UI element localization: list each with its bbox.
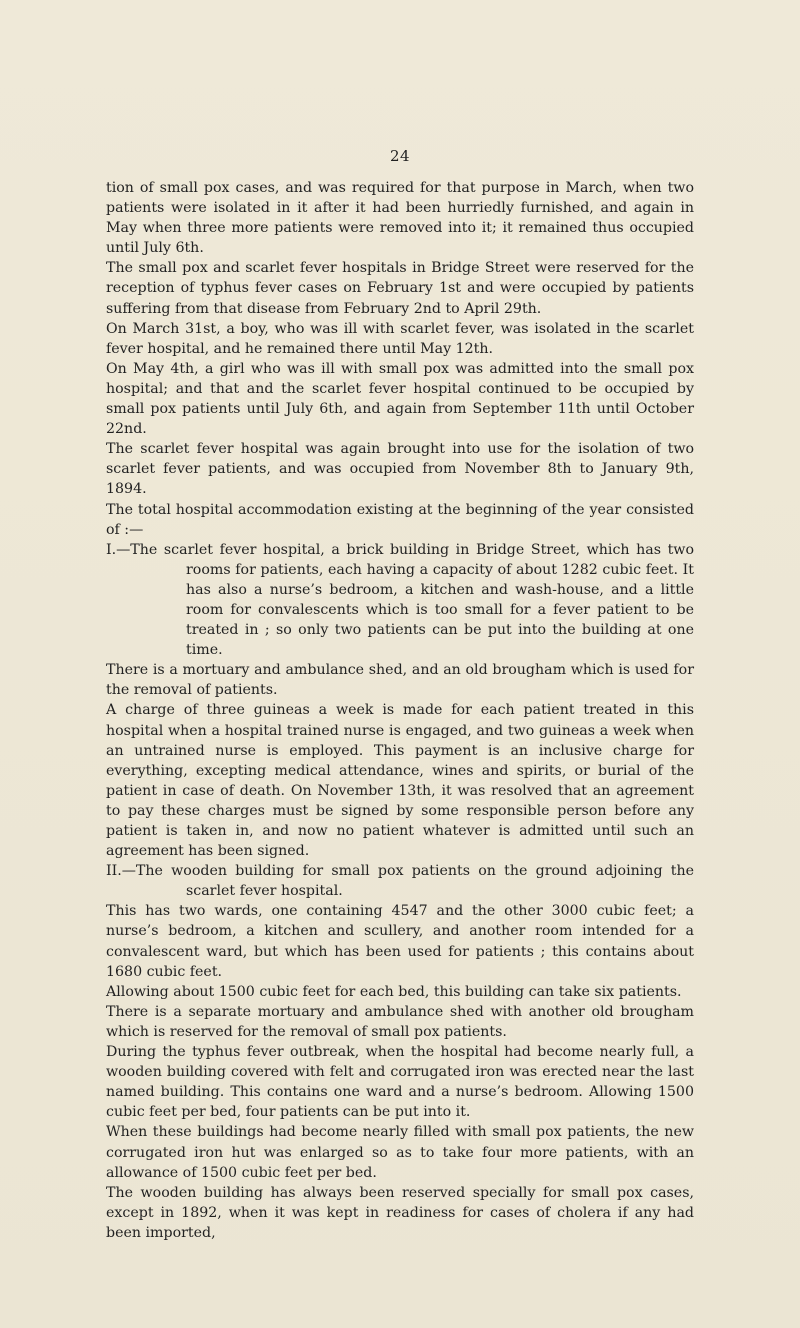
paragraph: tion of small pox cases, and was required for that purpose in March, when two patients were isolated in it after it had been hurriedly furnished, and again in May when three more patients were removed into it; it remained thus occupied until July 6th.: [106, 180, 694, 257]
paragraph: On March 31st, a boy, who was ill with scarlet fever, was isolated in the scarlet fever hospital, and he remained there until May 12th.: [106, 320, 694, 357]
paragraph: The wooden building has always been reserved specially for small pox cases, except in 1892, when it was kept in readiness for cases of cholera if any had been imported,: [106, 1184, 694, 1241]
list-item-1: I.—The scarlet fever hospital, a brick building in Bridge Street, which has two rooms for patients, each having a capacity of about 1282 cubic feet. It has also a nurse’s bedroom, a kitchen and wash-house, and a little room for convalescents which is too small for a fever patient to be treated in ; so only two patients can be put into the building at one time.: [106, 541, 694, 659]
body-text: [106, 178, 694, 1243]
paragraph: There is a separate mortuary and ambulance shed with another old brougham which is reserved for the removal of small pox patients.: [106, 1003, 694, 1040]
paragraph: There is a mortuary and ambulance shed, and an old brougham which is used for the removal of patients.: [106, 662, 694, 699]
paragraph: This has two wards, one containing 4547 and the other 3000 cubic feet; a nurse’s bedroom, a kitchen and scullery, and another room intended for a convalescent ward, but which has been used for patients ; this contains about 1680 cubic feet.: [106, 903, 694, 980]
page-number: 24: [389, 147, 411, 165]
paragraph: Allowing about 1500 cubic feet for each bed, this building can take six patients.: [106, 983, 682, 1000]
paragraph: During the typhus fever outbreak, when the hospital had become nearly full, a wooden building covered with felt and corrugated iron was erected near the last named building. This contains one ward and a nurse’s bedroom. Allowing 1500 cubic feet per bed, four patients can be put into it.: [106, 1044, 694, 1121]
paragraph: When these buildings had become nearly filled with small pox patients, the new corrugated iron hut was enlarged so as to take four more patients, with an allowance of 1500 cubic feet per bed.: [106, 1124, 694, 1181]
paragraph: The total hospital accommodation existing at the beginning of the year consisted of :—: [106, 501, 694, 538]
list-item-2: II.—The wooden building for small pox patients on the ground adjoining the scarlet fever hospital.: [106, 863, 694, 900]
paragraph: A charge of three guineas a week is made for each patient treated in this hospital when a hospital trained nurse is engaged, and two guineas a week when an untrained nurse is employed. This payment is an inclusive charge for everything, excepting medical attendance, wines and spirits, or burial of the patient in case of death. On November 13th, it was resolved that an agreement to pay these charges must be signed by some responsible person before any patient is taken in, and now no patient whatever is admitted until such an agreement has been signed.: [106, 702, 694, 860]
paragraph: The small pox and scarlet fever hospitals in Bridge Street were reserved for the reception of typhus fever cases on February 1st and were occupied by patients suffering from that disease from February 2nd to April 29th.: [106, 260, 694, 317]
paragraph: On May 4th, a girl who was ill with small pox was admitted into the small pox hospital; and that and the scarlet fever hospital continued to be occupied by small pox patients until July 6th, and again from September 11th until October 22nd.: [106, 360, 694, 438]
paragraph: The scarlet fever hospital was again brought into use for the isolation of two scarlet fever patients, and was occupied from November 8th to January 9th, 1894.: [106, 441, 694, 498]
